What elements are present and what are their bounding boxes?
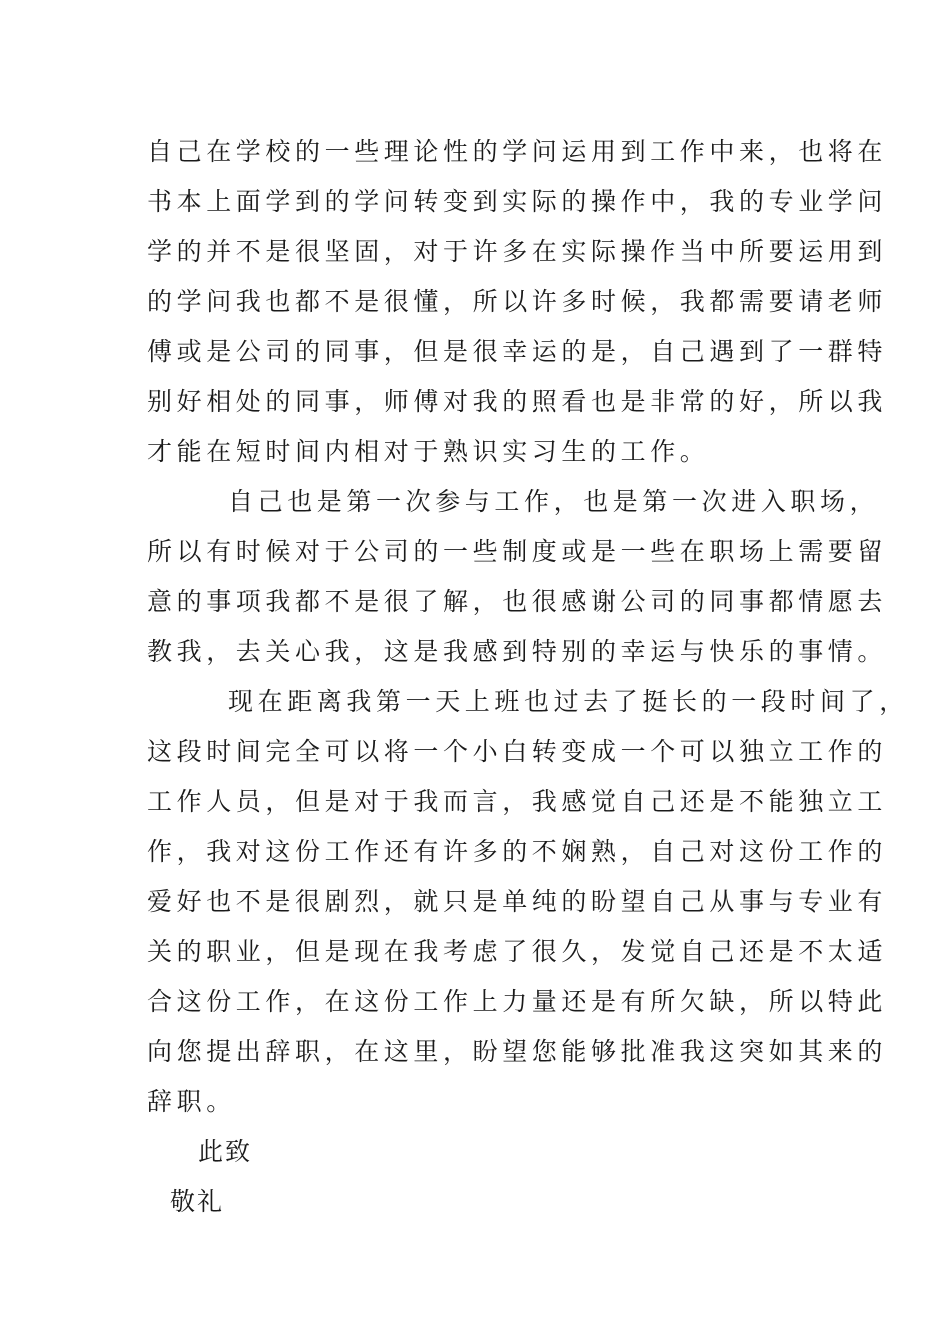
paragraph-1-line-5: 傅或是公司的同事，但是很幸运的是，自己遇到了一群特	[147, 337, 888, 366]
paragraph-3-line-2: 这段时间完全可以将一个小白转变成一个可以独立工作的	[147, 737, 888, 766]
paragraph-1-line-1: 自己在学校的一些理论性的学问运用到工作中来，也将在	[147, 137, 888, 166]
paragraph-1-line-3: 学的并不是很坚固，对于许多在实际操作当中所要运用到	[147, 237, 888, 266]
paragraph-2-line-3: 意的事项我都不是很了解，也很感谢公司的同事都情愿去	[147, 587, 888, 616]
paragraph-3-line-1: 现在距离我第一天上班也过去了挺长的一段时间了，	[228, 687, 909, 716]
paragraph-1-line-4: 的学问我也都不是很懂，所以许多时候，我都需要请老师	[147, 287, 888, 316]
paragraph-3-line-4: 作，我对这份工作还有许多的不娴熟，自己对这份工作的	[147, 837, 888, 866]
paragraph-1-line-7: 才能在短时间内相对于熟识实习生的工作。	[147, 437, 710, 466]
paragraph-3-line-7: 合这份工作，在这份工作上力量还是有所欠缺，所以特此	[147, 987, 888, 1016]
paragraph-2-line-2: 所以有时候对于公司的一些制度或是一些在职场上需要留	[147, 537, 888, 566]
paragraph-3-line-6: 关的职业，但是现在我考虑了很久，发觉自己还是不太适	[147, 937, 888, 966]
paragraph-3-line-3: 工作人员，但是对于我而言，我感觉自己还是不能独立工	[147, 787, 888, 816]
salutation-text: 敬礼	[170, 1187, 225, 1216]
paragraph-3-line-8: 向您提出辞职，在这里，盼望您能够批准我这突如其来的	[147, 1037, 888, 1066]
paragraph-1-line-2: 书本上面学到的学问转变到实际的操作中，我的专业学问	[147, 187, 888, 216]
paragraph-1-line-6: 别好相处的同事，师傅对我的照看也是非常的好，所以我	[147, 387, 888, 416]
closing-text: 此致	[198, 1137, 253, 1166]
paragraph-3-line-9: 辞职。	[147, 1087, 236, 1116]
paragraph-2-line-4: 教我，去关心我，这是我感到特别的幸运与快乐的事情。	[147, 637, 888, 666]
paragraph-3-line-5: 爱好也不是很剧烈，就只是单纯的盼望自己从事与专业有	[147, 887, 888, 916]
paragraph-2-line-1: 自己也是第一次参与工作，也是第一次进入职场，	[228, 487, 880, 516]
